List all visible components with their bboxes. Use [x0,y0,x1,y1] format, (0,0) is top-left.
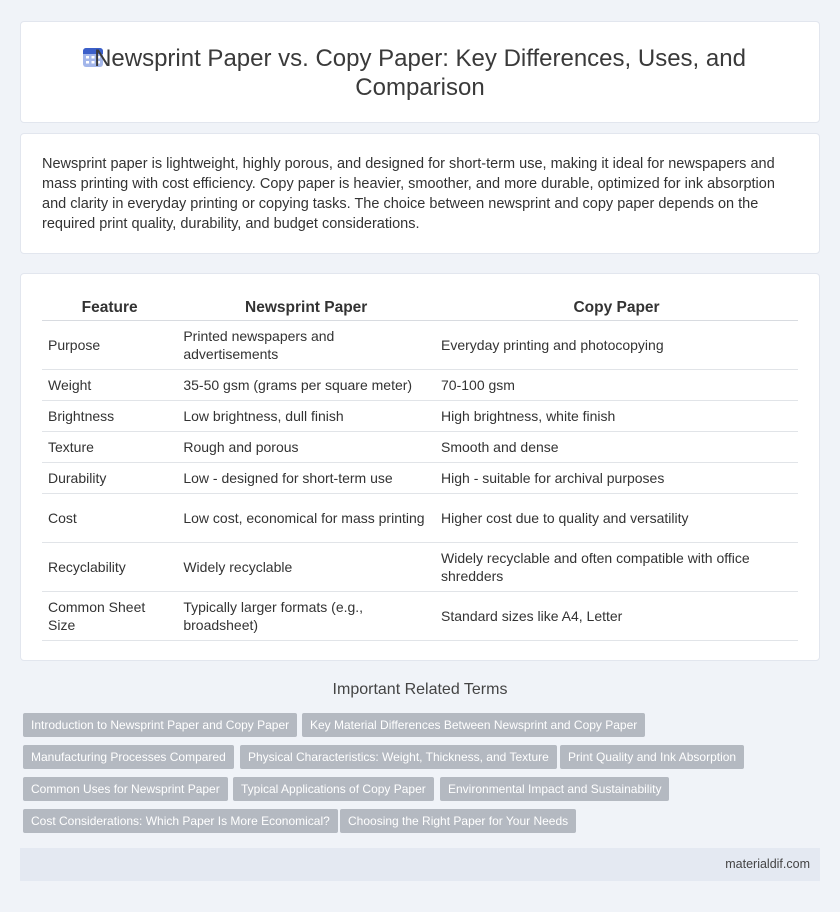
related-term-link[interactable]: Common Uses for Newsprint Paper [23,777,228,801]
copy-cell: High - suitable for archival purposes [435,463,798,494]
table-row [42,321,798,370]
intro-paragraph: Newsprint paper is lightweight, highly porous, and designed for short-term use, making it ideal for newspapers and mass printing with cost efficiency. Copy paper is heavier, smoother, and more durable, optimized for ink absorption and clarity in everyday printing or copying tasks. The choice between newsprint and copy paper depends on the required print quality, durability, and budget considerations. [42,156,775,232]
table-row [42,494,798,543]
footer-site-link[interactable]: materialdif.com [725,857,810,871]
related-term-link[interactable]: Choosing the Right Paper for Your Needs [340,809,576,833]
related-term-link[interactable]: Typical Applications of Copy Paper [233,777,434,801]
newsprint-cell: Widely recyclable [177,543,435,592]
copy-cell: Widely recyclable and often compatible with office shredders [435,543,798,592]
related-term-link[interactable]: Introduction to Newsprint Paper and Copy Paper [23,713,297,737]
related-term-link[interactable]: Cost Considerations: Which Paper Is More Economical? [23,809,338,833]
feature-cell: Purpose [42,321,177,370]
feature-cell: Durability [42,463,177,494]
table-row [42,370,798,401]
copy-cell: Smooth and dense [435,432,798,463]
related-term-link[interactable]: Environmental Impact and Sustainability [440,777,669,801]
intro-card [20,133,820,254]
related-term-link[interactable]: Physical Characteristics: Weight, Thickness, and Texture [240,745,557,769]
related-term-link[interactable]: Manufacturing Processes Compared [23,745,234,769]
feature-cell: Weight [42,370,177,401]
copy-cell: Standard sizes like A4, Letter [435,592,798,641]
newsprint-cell: Rough and porous [177,432,435,463]
footer [20,848,820,881]
column-header-newsprint: Newsprint Paper [177,296,435,321]
newsprint-cell: Low cost, economical for mass printing [177,494,435,543]
feature-cell: Texture [42,432,177,463]
related-term-link[interactable]: Key Material Differences Between Newsprint and Copy Paper [302,713,645,737]
newsprint-cell: Low brightness, dull finish [177,401,435,432]
copy-cell: Higher cost due to quality and versatility [435,494,798,543]
table-row [42,463,798,494]
table-row [42,543,798,592]
table-row [42,432,798,463]
feature-cell: Brightness [42,401,177,432]
related-term-link[interactable]: Print Quality and Ink Absorption [560,745,744,769]
table-row [42,401,798,432]
newsprint-cell: Low - designed for short-term use [177,463,435,494]
newsprint-cell: Printed newspapers and advertisements [177,321,435,370]
newsprint-cell: 35-50 gsm (grams per square meter) [177,370,435,401]
header-card [20,21,820,123]
copy-cell: 70-100 gsm [435,370,798,401]
table-header-row [42,296,798,321]
table-row [42,592,798,641]
feature-cell: Recyclability [42,543,177,592]
column-header-copy: Copy Paper [435,296,798,321]
feature-cell: Cost [42,494,177,543]
copy-cell: High brightness, white finish [435,401,798,432]
comparison-table [42,296,798,641]
newsprint-cell: Typically larger formats (e.g., broadsheet) [177,592,435,641]
feature-cell: Common Sheet Size [42,592,177,641]
copy-cell: Everyday printing and photocopying [435,321,798,370]
column-header-feature: Feature [42,296,177,321]
related-terms-heading: Important Related Terms [332,681,508,698]
comparison-card [20,273,820,661]
page-title: Newsprint Paper vs. Copy Paper: Key Differences, Uses, and Comparison [94,45,746,101]
